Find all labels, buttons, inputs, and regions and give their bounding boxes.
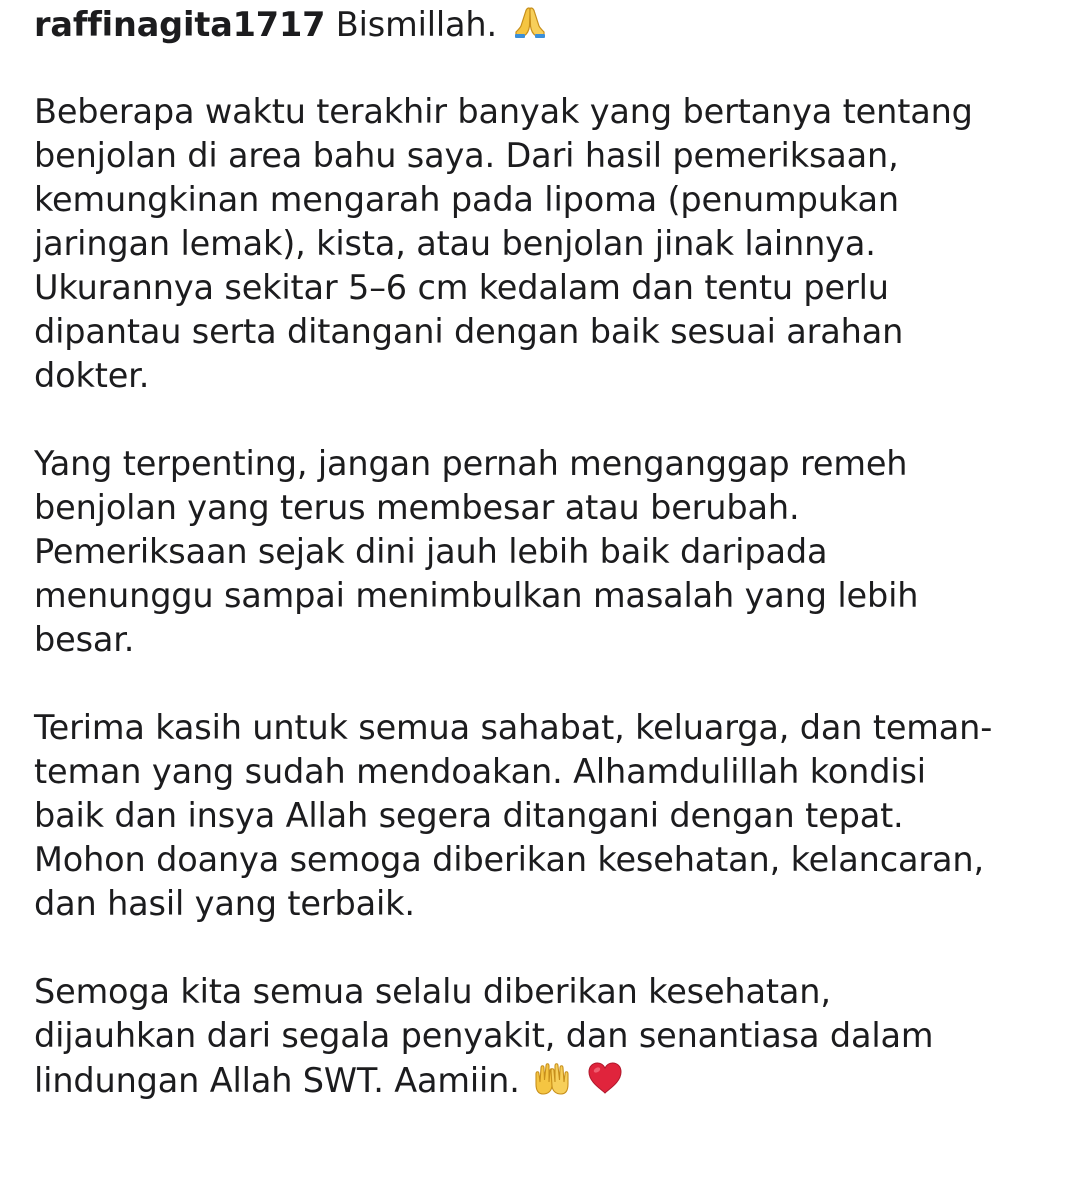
caption-line: dijauhkan dari segala penyakit, dan senantiasa dalam <box>34 1016 934 1055</box>
caption-line: benjolan di area bahu saya. Dari hasil pemeriksaan, <box>34 136 899 175</box>
caption-line: lindungan Allah SWT. Aamiin. <box>34 1061 520 1100</box>
folded-hands-icon <box>510 2 550 42</box>
intro-text: Bismillah. <box>335 5 498 44</box>
caption-line: Ukurannya sekitar 5–6 cm kedalam dan tentu perlu <box>34 268 889 307</box>
caption-line: dan hasil yang terbaik. <box>34 884 415 923</box>
caption-line: menunggu sampai menimbulkan masalah yang lebih <box>34 576 919 615</box>
caption-line: jaringan lemak), kista, atau benjolan jinak lainnya. <box>34 224 876 263</box>
caption-line: dipantau serta ditangani dengan baik sesuai arahan <box>34 312 904 351</box>
caption-paragraph-2 <box>34 442 1054 662</box>
caption-line: dokter. <box>34 356 150 395</box>
caption-line: baik dan insya Allah segera ditangani dengan tepat. <box>34 796 904 835</box>
caption-line: Terima kasih untuk semua sahabat, keluarga, dan teman- <box>34 708 993 747</box>
post-caption <box>34 2 1054 1102</box>
caption-line: Mohon doanya semoga diberikan kesehatan, kelancaran, <box>34 840 984 879</box>
caption-paragraph-3 <box>34 706 1054 926</box>
caption-paragraph-1 <box>34 90 1054 398</box>
caption-line: Yang terpenting, jangan pernah menganggap remeh <box>34 444 908 483</box>
caption-line: Semoga kita semua selalu diberikan kesehatan, <box>34 972 831 1011</box>
caption-line: Beberapa waktu terakhir banyak yang bertanya tentang <box>34 92 973 131</box>
caption-line: besar. <box>34 620 135 659</box>
caption-line: Pemeriksaan sejak dini jauh lebih baik daripada <box>34 532 828 571</box>
caption-line: kemungkinan mengarah pada lipoma (penumpukan <box>34 180 899 219</box>
caption-line: benjolan yang terus membesar atau berubah. <box>34 488 800 527</box>
caption-line: teman yang sudah mendoakan. Alhamdulillah kondisi <box>34 752 926 791</box>
caption-first-line <box>34 2 1054 46</box>
username-link[interactable]: raffinagita1717 <box>34 5 326 44</box>
red-heart-icon <box>585 1058 625 1098</box>
caption-last-line <box>34 1058 1054 1102</box>
caption-paragraph-4 <box>34 970 1054 1102</box>
raised-palms-icon <box>532 1058 572 1098</box>
